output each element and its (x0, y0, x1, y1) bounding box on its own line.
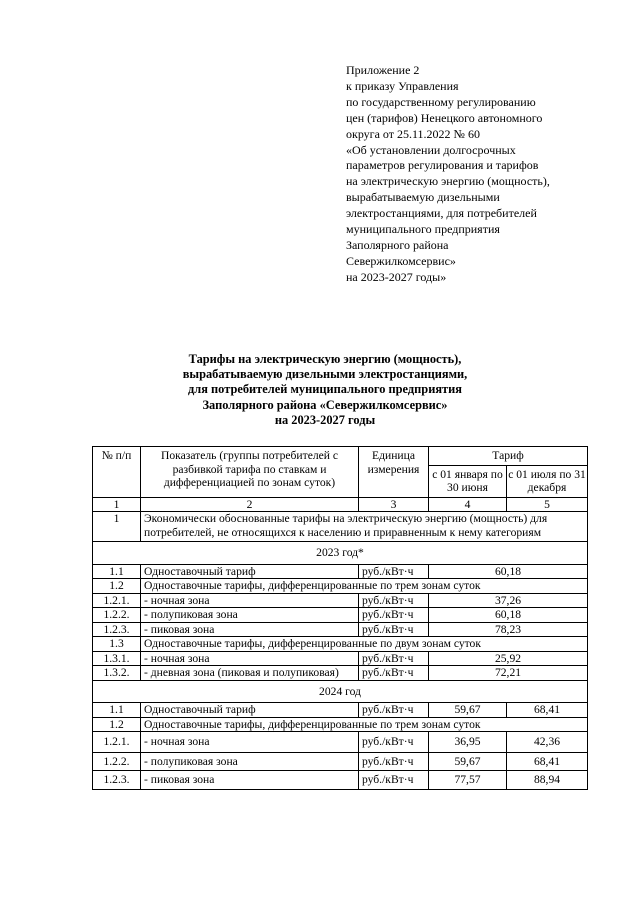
row-value-h1: 59,67 (429, 752, 507, 771)
table-row (93, 703, 588, 718)
title-line: вырабатываемую дизельными электростанциями, (182, 367, 468, 382)
row-value: 72,21 (429, 666, 588, 681)
tariff-table (92, 446, 588, 790)
table-row (93, 651, 588, 666)
header-period-2: с 01 июля по 31 декабря (507, 465, 588, 497)
row-value-h2: 42,36 (507, 732, 588, 753)
colnum: 3 (359, 497, 429, 512)
header-indicator: Показатель (группы потребителей с разбивкой тарифа по ставкам и дифференциацией по зонам суток) (141, 447, 359, 498)
row-num: 1.2 (93, 717, 141, 732)
row-unit: руб./кВт·ч (359, 608, 429, 623)
table-row (93, 637, 588, 652)
appendix-line: на электрическую энергию (мощность), (346, 174, 550, 189)
appendix-line: Заполярного района (346, 237, 449, 252)
table-row (93, 666, 588, 681)
row-unit: руб./кВт·ч (359, 666, 429, 681)
column-numbers-row (93, 497, 588, 512)
header-num: № п/п (93, 447, 141, 498)
year-2024: 2024 год (93, 680, 588, 703)
row-num: 1.2.3. (93, 622, 141, 637)
table-row (93, 608, 588, 623)
row-value: 60,18 (429, 564, 588, 579)
table-row (93, 732, 588, 753)
row-unit: руб./кВт·ч (359, 771, 429, 790)
row-name: - ночная зона (141, 732, 359, 753)
row-unit: руб./кВт·ч (359, 622, 429, 637)
row-value-h2: 68,41 (507, 752, 588, 771)
table-row (93, 717, 588, 732)
row-num: 1.2.2. (93, 608, 141, 623)
table-row (93, 579, 588, 594)
year-row (93, 542, 588, 565)
title-line: для потребителей муниципального предприятия (188, 382, 462, 397)
header-period-1: с 01 января по 30 июня (429, 465, 507, 497)
appendix-line: муниципального предприятия (346, 222, 500, 237)
row-unit: руб./кВт·ч (359, 703, 429, 718)
year-2023: 2023 год* (93, 542, 588, 565)
appendix-line: электростанциями, для потребителей (346, 206, 537, 221)
appendix-line: Приложение 2 (346, 63, 420, 77)
appendix-line: округа от 25.11.2022 № 60 (346, 126, 481, 141)
colnum: 4 (429, 497, 507, 512)
table-row (93, 564, 588, 579)
appendix-line: цен (тарифов) Ненецкого автономного (346, 110, 543, 125)
row-name: - пиковая зона (141, 771, 359, 790)
row-value-h2: 68,41 (507, 703, 588, 718)
section-text: Экономически обоснованные тарифы на электрическую энергию (мощность) для потребителей, не относящихся к населению и приравненным к нему категориям (141, 512, 588, 542)
row-value: 37,26 (429, 593, 588, 608)
row-name: - ночная зона (141, 651, 359, 666)
row-name: Одноставочный тариф (141, 703, 359, 718)
row-num: 1.3.1. (93, 651, 141, 666)
header-tariff: Тариф (429, 447, 588, 466)
colnum: 2 (141, 497, 359, 512)
row-name: - пиковая зона (141, 622, 359, 637)
row-num: 1.2.2. (93, 752, 141, 771)
row-num: 1.2 (93, 579, 141, 594)
header-row (93, 447, 588, 466)
section-row (93, 512, 588, 542)
row-value-h2: 88,94 (507, 771, 588, 790)
appendix-line: Севержилкомсервис» (346, 253, 456, 268)
row-name: Одноставочный тариф (141, 564, 359, 579)
document-title (140, 352, 510, 428)
row-value-h1: 77,57 (429, 771, 507, 790)
row-num: 1.2.1. (93, 593, 141, 608)
row-value: 78,23 (429, 622, 588, 637)
row-unit: руб./кВт·ч (359, 752, 429, 771)
table-row (93, 622, 588, 637)
section-num: 1 (93, 512, 141, 542)
row-unit: руб./кВт·ч (359, 651, 429, 666)
table-row (93, 593, 588, 608)
row-value-h1: 36,95 (429, 732, 507, 753)
appendix-line: «Об установлении долгосрочных (346, 142, 516, 157)
row-name: - ночная зона (141, 593, 359, 608)
row-name: - дневная зона (пиковая и полупиковая) (141, 666, 359, 681)
appendix-line: к приказу Управления (346, 78, 459, 93)
year-row (93, 680, 588, 703)
colnum: 1 (93, 497, 141, 512)
header-unit: Единица измерения (359, 447, 429, 498)
appendix-line: на 2023-2027 годы» (346, 269, 447, 284)
title-line: Заполярного района «Севержилкомсервис» (202, 397, 448, 412)
title-line: Тарифы на электрическую энергию (мощность), (188, 352, 462, 366)
row-unit: руб./кВт·ч (359, 564, 429, 579)
row-unit: руб./кВт·ч (359, 593, 429, 608)
row-num: 1.2.1. (93, 732, 141, 753)
title-line: на 2023-2027 годы (274, 412, 376, 427)
row-num: 1.3.2. (93, 666, 141, 681)
row-value-h1: 59,67 (429, 703, 507, 718)
row-group: Одноставочные тарифы, дифференцированные по трем зонам суток (141, 579, 588, 594)
appendix-line: вырабатываемую дизельными (346, 190, 500, 205)
row-value: 25,92 (429, 651, 588, 666)
row-num: 1.1 (93, 703, 141, 718)
appendix-block (346, 63, 626, 286)
row-value: 60,18 (429, 608, 588, 623)
row-num: 1.1 (93, 564, 141, 579)
row-unit: руб./кВт·ч (359, 732, 429, 753)
table-row (93, 752, 588, 771)
row-name: - полупиковая зона (141, 752, 359, 771)
row-num: 1.3 (93, 637, 141, 652)
appendix-line: параметров регулирования и тарифов (346, 158, 539, 173)
colnum: 5 (507, 497, 588, 512)
row-name: - полупиковая зона (141, 608, 359, 623)
appendix-line: по государственному регулированию (346, 94, 536, 109)
row-group: Одноставочные тарифы, дифференцированные по трем зонам суток (141, 717, 588, 732)
row-group: Одноставочные тарифы, дифференцированные по двум зонам суток (141, 637, 588, 652)
table-row (93, 771, 588, 790)
row-num: 1.2.3. (93, 771, 141, 790)
